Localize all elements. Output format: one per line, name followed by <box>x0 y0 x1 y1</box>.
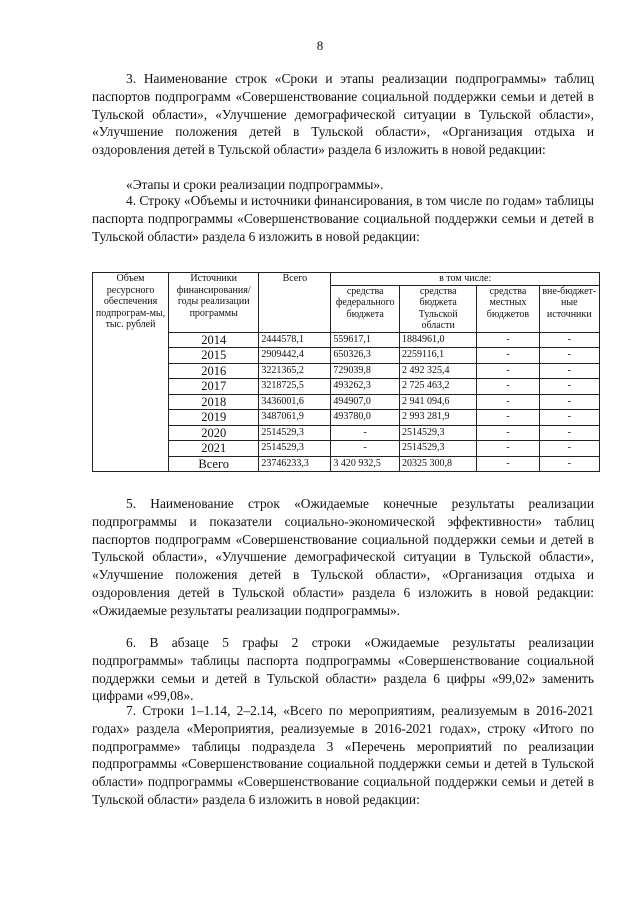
table-row <box>93 379 600 395</box>
header-federal: средства федерального бюджета <box>331 285 400 332</box>
extra-cell: - <box>539 410 599 426</box>
table-row <box>93 394 600 410</box>
table-row <box>93 348 600 364</box>
regional-cell: 20325 300,8 <box>400 456 477 472</box>
total-cell: 2909442,4 <box>259 348 331 364</box>
total-cell: 3436001,6 <box>259 394 331 410</box>
year-cell: 2021 <box>169 441 259 457</box>
year-cell: 2015 <box>169 348 259 364</box>
extra-cell: - <box>539 348 599 364</box>
extra-cell: - <box>539 363 599 379</box>
local-cell: - <box>477 379 539 395</box>
table-row <box>93 332 600 348</box>
local-cell: - <box>477 410 539 426</box>
extra-cell: - <box>539 425 599 441</box>
local-cell: - <box>477 456 539 472</box>
financing-table <box>92 272 600 472</box>
federal-cell: 559617,1 <box>331 332 400 348</box>
year-cell: 2017 <box>169 379 259 395</box>
regional-cell: 2 725 463,2 <box>400 379 477 395</box>
year-cell-total: Всего <box>169 456 259 472</box>
extra-cell: - <box>539 441 599 457</box>
federal-cell: 493780,0 <box>331 410 400 426</box>
paragraph-7 <box>92 702 594 809</box>
header-sources: Источники финансирования/ годы реализации программы <box>169 273 259 333</box>
local-cell: - <box>477 348 539 364</box>
regional-cell: 1884961,0 <box>400 332 477 348</box>
header-extra: вне-бюджет-ные источники <box>539 285 599 332</box>
regional-cell: 2514529,3 <box>400 425 477 441</box>
table-row <box>93 410 600 426</box>
paragraph-6 <box>92 634 594 705</box>
year-cell: 2020 <box>169 425 259 441</box>
regional-cell: 2259116,1 <box>400 348 477 364</box>
year-cell: 2014 <box>169 332 259 348</box>
paragraph-3-text: 3. Наименование строк «Сроки и этапы реализации подпрограммы» таблиц паспортов подпрограмм «Совершенствование социальной поддержки семьи и детей в Тульской области», «Улучшение демографической ситуации в Тульской области», «Улучшение положения детей в Тульской области», «Организация отдыха и оздоровления детей в Тульской области» раздела 6 изложить в новой редакции: <box>92 71 594 158</box>
header-total: Всего <box>259 273 331 333</box>
federal-cell: - <box>331 425 400 441</box>
extra-cell: - <box>539 379 599 395</box>
extra-cell: - <box>539 332 599 348</box>
federal-cell: - <box>331 441 400 457</box>
total-cell: 23746233,3 <box>259 456 331 472</box>
paragraph-3 <box>92 70 594 159</box>
regional-cell: 2 492 325,4 <box>400 363 477 379</box>
header-regional: средства бюджета Тульской области <box>400 285 477 332</box>
paragraph-6-text: 6. В абзаце 5 графы 2 строки «Ожидаемые результаты реализации подпрограммы» таблицы паспорта подпрограммы «Совершенствование социальной поддержки семьи и детей в Тульской области» раздела 6 цифры «99,02» заменить цифрами «99,08». <box>92 635 594 704</box>
header-local: средства местных бюджетов <box>477 285 539 332</box>
local-cell: - <box>477 441 539 457</box>
header-including: в том числе: <box>331 273 600 286</box>
local-cell: - <box>477 363 539 379</box>
paragraph-5 <box>92 495 594 620</box>
paragraph-7-text: 7. Строки 1–1.14, 2–2.14, «Всего по мероприятиям, реализуемым в 2016-2021 годах» раздела «Мероприятия, реализуемые в 2016-2021 годах», строку «Итого по подпрограмме» таблицы подраздела 3 «Перечень мероприятий по реализации подпрограммы «Совершенствование социальной поддержки семьи и детей в Тульской области» подпрограммы «Совершенствование социальной поддержки семьи и детей в Тульской области» раздела 6 изложить в новой редакции: <box>92 703 594 807</box>
total-cell: 2444578,1 <box>259 332 331 348</box>
year-cell: 2016 <box>169 363 259 379</box>
year-cell: 2019 <box>169 410 259 426</box>
federal-cell: 729039,8 <box>331 363 400 379</box>
total-cell: 3487061,9 <box>259 410 331 426</box>
table-header-row <box>93 273 600 286</box>
federal-cell: 650326,3 <box>331 348 400 364</box>
federal-cell: 3 420 932,5 <box>331 456 400 472</box>
header-volume: Объем ресурсного обеспечения подпрограм-мы, тыс. рублей <box>93 273 169 472</box>
federal-cell: 493262,3 <box>331 379 400 395</box>
extra-cell: - <box>539 394 599 410</box>
regional-cell: 2 993 281,9 <box>400 410 477 426</box>
table-row <box>93 441 600 457</box>
local-cell: - <box>477 394 539 410</box>
total-cell: 2514529,3 <box>259 441 331 457</box>
extra-cell: - <box>539 456 599 472</box>
regional-cell: 2 941 094,6 <box>400 394 477 410</box>
paragraph-5-text: 5. Наименование строк «Ожидаемые конечные результаты реализации подпрограммы и показатели социально-экономической эффективности» таблиц паспортов подпрограмм «Совершенствование социальной поддержки семьи и детей в Тульской области», «Улучшение демографической ситуации в Тульской области», «Улучшение положения детей в Тульской области», «Организация отдыха и оздоровления детей в Тульской области» раздела 6 изложить в новой редакции: «Ожидаемые результаты реализации подпрограммы». <box>92 496 594 618</box>
local-cell: - <box>477 332 539 348</box>
table-row <box>93 363 600 379</box>
total-cell: 3221365,2 <box>259 363 331 379</box>
paragraph-4-text: 4. Строку «Объемы и источники финансирования, в том числе по годам» таблицы паспорта подпрограммы «Совершенствование социальной поддержки семьи и детей в Тульской области» раздела 6 изложить в новой редакции: <box>92 193 594 244</box>
quote-new-title: «Этапы и сроки реализации подпрограммы». <box>126 177 384 192</box>
total-cell: 2514529,3 <box>259 425 331 441</box>
year-cell: 2018 <box>169 394 259 410</box>
table-total-row <box>93 456 600 472</box>
page-number: 8 <box>316 38 324 53</box>
table-row <box>93 425 600 441</box>
local-cell: - <box>477 425 539 441</box>
federal-cell: 494907,0 <box>331 394 400 410</box>
paragraph-4 <box>92 192 594 245</box>
total-cell: 3218725,5 <box>259 379 331 395</box>
regional-cell: 2514529,3 <box>400 441 477 457</box>
